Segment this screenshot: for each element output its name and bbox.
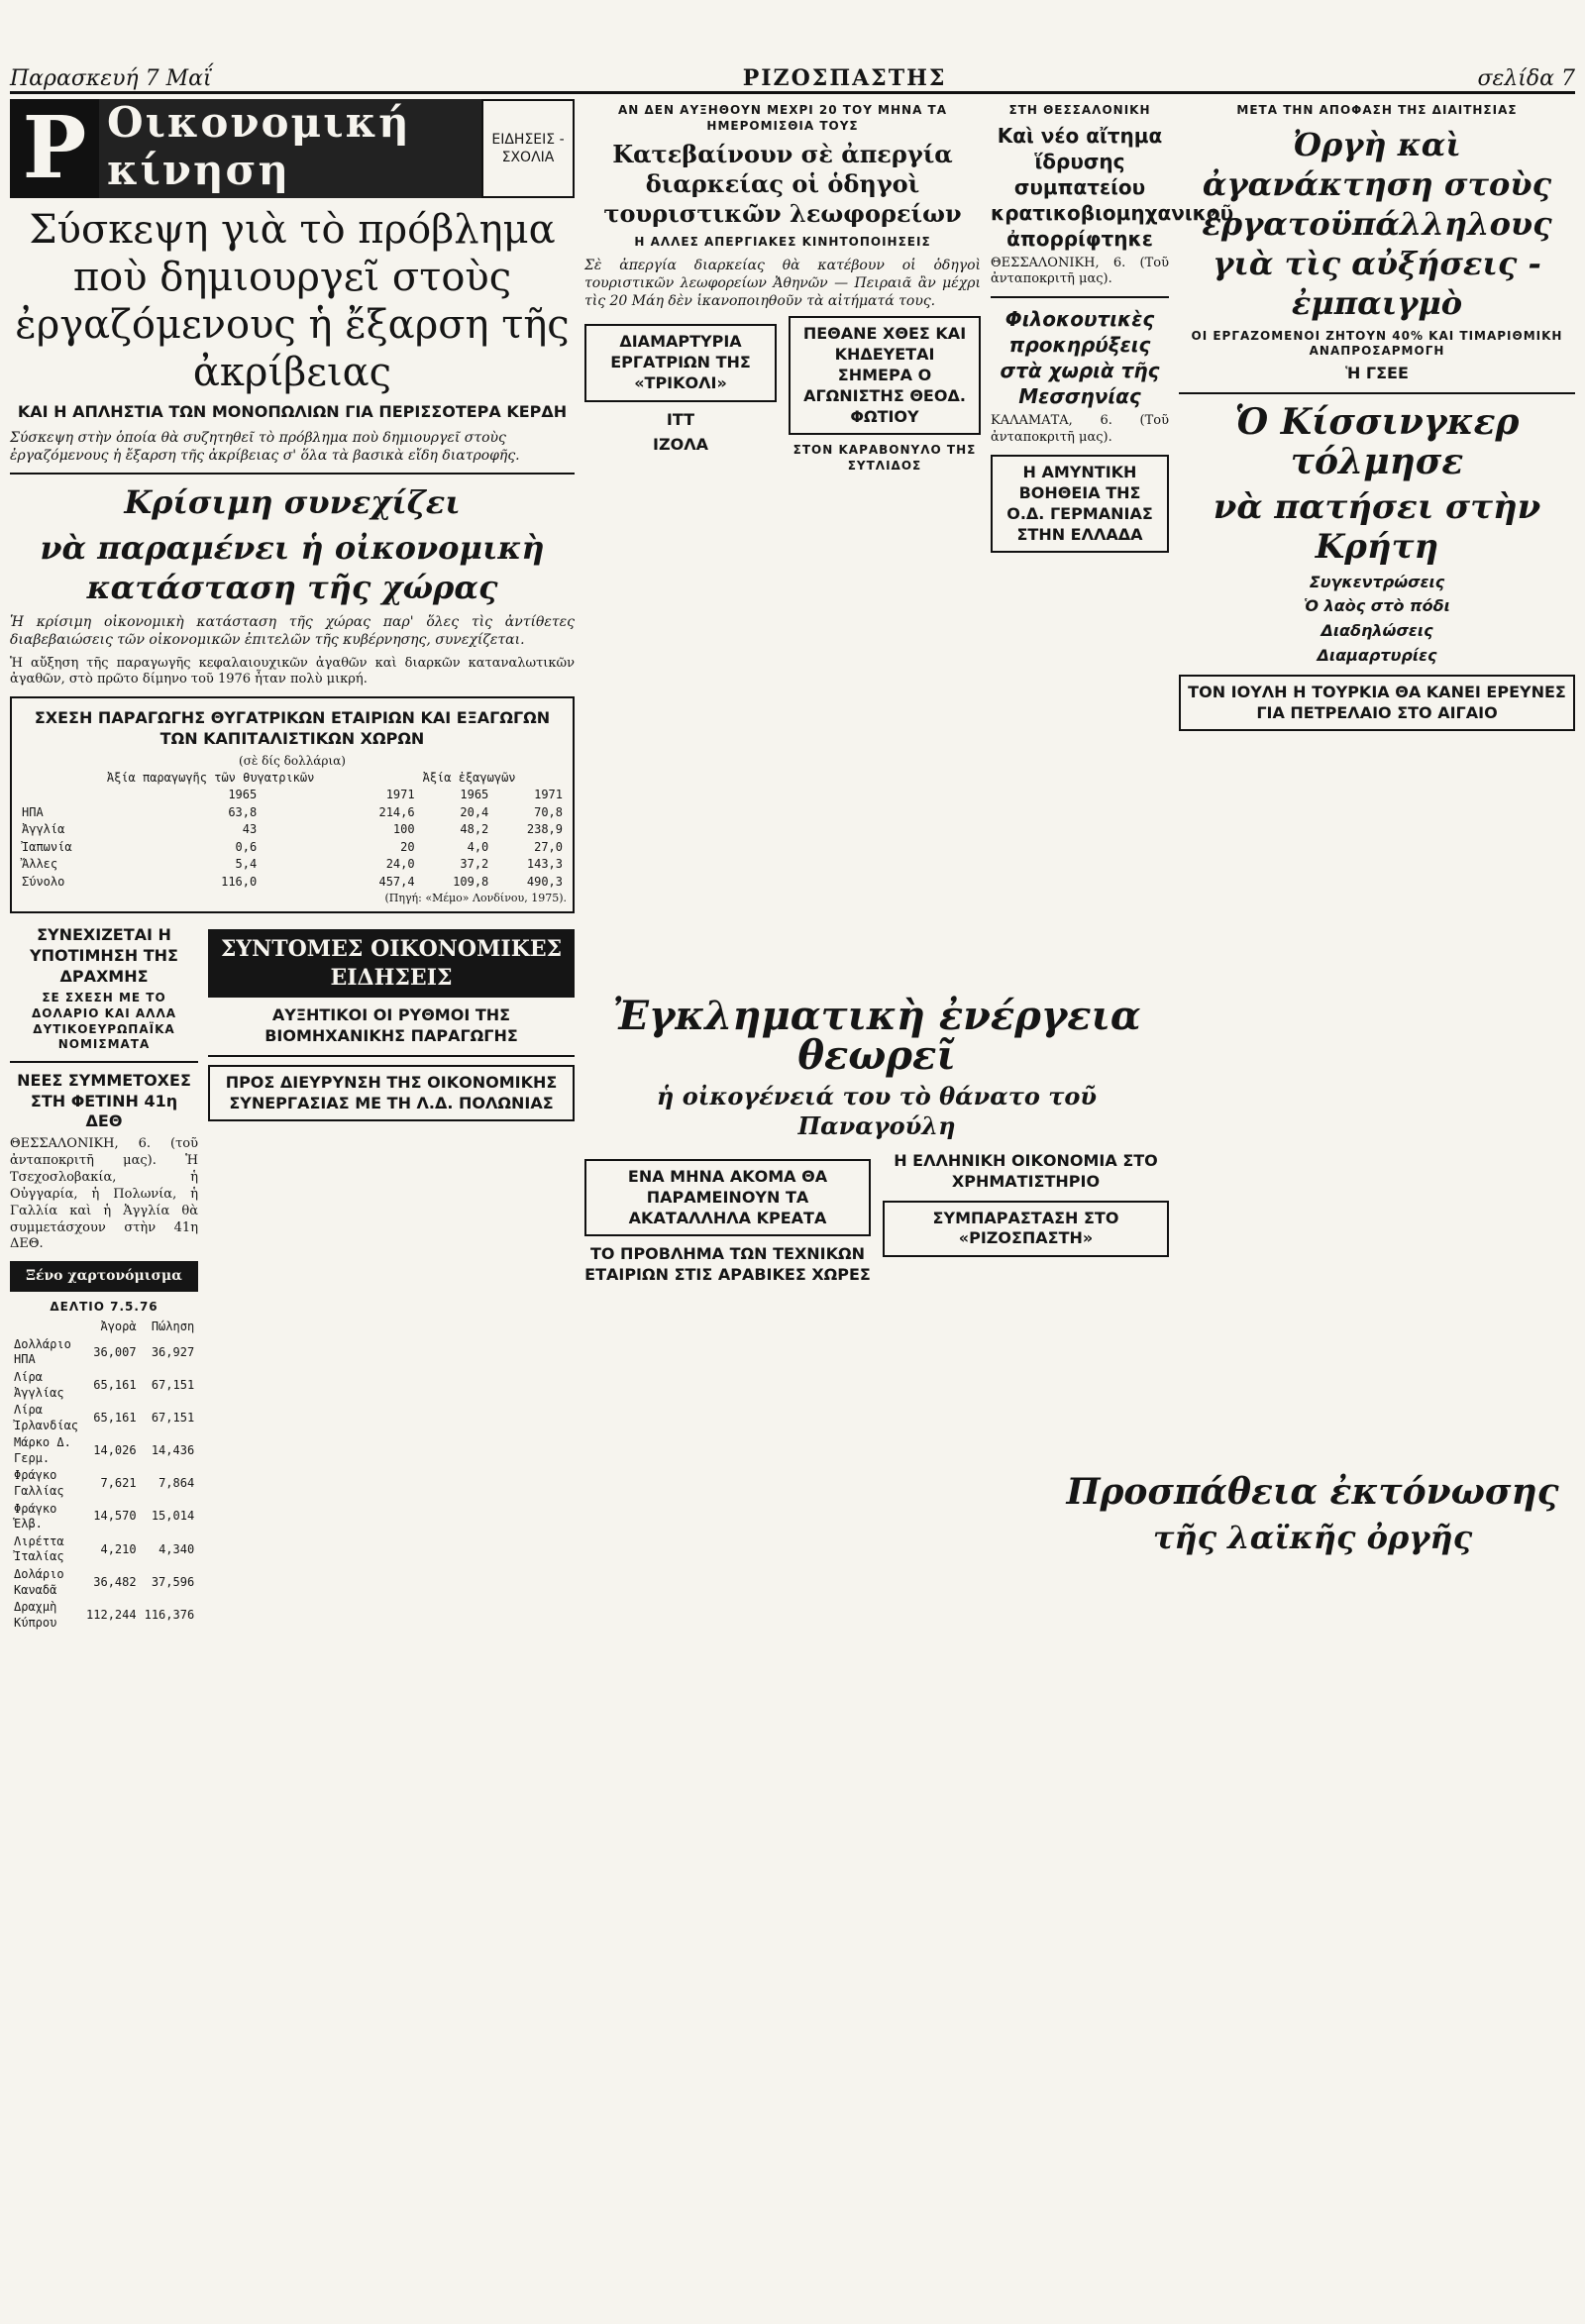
masthead-date: Παρασκευή 7 Μαΐ xyxy=(10,66,212,91)
cell: 24,0 xyxy=(385,857,415,872)
story2-lead: Ἡ κρίσιμη οἰκονομικὴ κατάσταση τῆς χώρας παρ' ὅλες τὶς ἀντίθετες διαβεβαιώσεις τῶν οἰκονομικῶν ἐπιτελῶν τῆς κυβέρνησης, συνεχίζεται. xyxy=(10,614,575,649)
year-cell: 1965 xyxy=(228,788,258,802)
masthead xyxy=(10,61,1575,94)
more-month-headline: ΕΝΑ ΜΗΝΑ ΑΚΟΜΑ ΘΑ ΠΑΡΑΜΕΙΝΟΥΝ ΤΑ ΑΚΑΤΑΛΛΗΛΑ ΚΡΕΑΤΑ xyxy=(584,1159,871,1236)
protests-heading: Διαμαρτυρίες xyxy=(1317,645,1437,665)
crime-headline-2: ἡ οἰκογένειά του τὸ θάνατο τοῦ Παναγούλη xyxy=(656,1082,1098,1140)
rubric-title: Οικονομική κίνηση xyxy=(99,99,481,198)
cell: 143,3 xyxy=(526,857,563,872)
subsidiaries-unit: (σὲ δίς δολλάρια) xyxy=(239,753,346,768)
cell: 63,8 xyxy=(228,804,258,819)
row-label: Ἰαπωνία xyxy=(22,839,72,854)
cell: 20 xyxy=(400,839,415,854)
rates-headline: ΑΥΞΗΤΙΚΟΙ ΟΙ ΡΥΘΜΟΙ ΤΗΣ ΒΙΟΜΗΧΑΝΙΚΗΣ ΠΑΡΑΓΩΓΗΣ xyxy=(264,1005,518,1045)
protest-headline: ΔΙΑΜΑΡΤΥΡΙΑ ΕΡΓΑΤΡΙΩΝ ΤΗΣ «ΤΡΙΚΟΛΙ» xyxy=(584,324,777,401)
table-row: Δολάριο Καναδᾶ 36,482 37,596 xyxy=(14,1567,195,1597)
cell: 238,9 xyxy=(526,822,563,837)
divider xyxy=(991,296,1169,298)
divider xyxy=(10,1061,198,1063)
column-strikes xyxy=(584,99,981,981)
table-row xyxy=(18,821,567,839)
crime-headline-1: Ἐγκληματικὴ ἐνέργεια θεωρεῖ xyxy=(612,993,1141,1079)
strike-lead: Σὲ ἀπεργία διαρκείας θὰ κατέβουν οἱ ὁδηγοὶ τουριστικῶν λεωφορείων Ἀθηνῶν — Πειραιᾶ ἂν μέχρι τὶς 20 Μάη δὲν ἱκανοποιηθοῦν τὰ αἰτήματά τους. xyxy=(584,257,981,310)
cell: 490,3 xyxy=(526,875,563,890)
strike-headline: Κατεβαίνουν σὲ ἀπεργία διαρκείας οἱ ὁδηγοὶ τουριστικῶν λεωφορείων xyxy=(603,140,962,229)
solidarity-headline: ΣΥΜΠΑΡΑΣΤΑΣΗ ΣΤΟ «ΡΙΖΟΣΠΑΣΤΗ» xyxy=(883,1201,1169,1258)
subsidiaries-box xyxy=(10,696,575,913)
table-row: Φράγκο Γαλλίας 7,621 7,864 xyxy=(14,1468,195,1499)
cell: 0,6 xyxy=(235,839,258,854)
row-label: Ἄλλες xyxy=(22,857,58,872)
cell: 27,0 xyxy=(534,839,563,854)
table-row: Φράγκο Ἑλβ. 14,570 15,014 xyxy=(14,1501,195,1532)
divider xyxy=(208,1055,575,1057)
masthead-title: ΡΙΖΟΣΠΑΣΤΗΣ xyxy=(742,65,947,91)
table-row: Δραχμὴ Κύπρου 112,244 116,376 xyxy=(14,1600,195,1630)
subsidiaries-title: ΣΧΕΣΗ ΠΑΡΑΓΩΓΗΣ ΘΥΓΑΤΡΙΚΩΝ ΕΤΑΙΡΙΩΝ ΚΑΙ ΕΞΑΓΩΓΩΝ ΤΩΝ ΚΑΠΙΤΑΛΙΣΤΙΚΩΝ ΧΩΡΩΝ xyxy=(34,708,551,749)
cell: 43 xyxy=(242,822,258,837)
cell: 5,4 xyxy=(235,857,258,872)
messinia-headline: Φιλοκουτικὲς προκηρύξεις στὰ χωριὰ τῆς Μεσσηνίας xyxy=(1000,307,1160,409)
workers-subkicker: ΟΙ ΕΡΓΑΖΟΜΕΝΟΙ ΖΗΤΟΥΝ 40% ΚΑΙ ΤΙΜΑΡΙΘΜΙΚΗ ΑΝΑΠΡΟΣΑΡΜΟΓΗ xyxy=(1191,328,1563,359)
technical-headline: ΤΟ ΠΡΟΒΛΗΜΑ ΤΩΝ ΤΕΧΝΙΚΩΝ ΕΤΑΙΡΙΩΝ ΣΤΙΣ ΑΡΑΒΙΚΕΣ ΧΩΡΕΣ xyxy=(584,1244,871,1285)
brief2-headline: ΝΕΕΣ ΣΥΜΜΕΤΟΧΕΣ ΣΤΗ ΦΕΤΙΝΗ 41η ΔΕΘ xyxy=(17,1070,191,1131)
kissinger-headline-1: Ὁ Κίσσινγκερ τόλμησε xyxy=(1234,400,1520,482)
funeral-kicker: ΣΤΟΝ ΚΑΡΑΒΟΝΥΛΟ ΤΗΣ ΣΥΤΛΙΔΟΣ xyxy=(792,443,977,473)
outlet-story xyxy=(1060,1466,1565,1563)
cell: 70,8 xyxy=(534,804,563,819)
column-workers xyxy=(1179,99,1575,1456)
column-economy xyxy=(10,99,575,2308)
exchange-table xyxy=(10,1319,198,1632)
table-row xyxy=(18,804,567,822)
table-row xyxy=(18,856,567,874)
story2-headline-1: Κρίσιμη συνεχίζει xyxy=(124,483,461,522)
brief2-body: ΘΕΣΣΑΛΟΝΙΚΗ, 6. (τοῦ ἀνταποκριτῆ μας). Ἡ Τσεχοσλοβακία, ἡ Οὐγγαρία, ἡ Πολωνία, ἡ Γαλλία καὶ ἡ Ἀγγλία θὰ συμμετάσχουν στὴν 41η ΔΕΘ. xyxy=(10,1136,198,1252)
table-row: Λίρα Ἀγγλίας 65,161 67,151 xyxy=(14,1369,195,1400)
workers-kicker: ΜΕΤΑ ΤΗΝ ΑΠΟΦΑΣΗ ΤΗΣ ΔΙΑΙΤΗΣΙΑΣ xyxy=(1236,103,1518,117)
thess-dateline: ΘΕΣΣΑΛΟΝΙΚΗ, 6. (Τοῦ ἀνταποκριτῆ μας). xyxy=(991,255,1169,287)
col-sell: Πώληση xyxy=(151,1320,195,1334)
kissinger-headline-2: νὰ πατήσει στὴν Κρήτη xyxy=(1213,486,1541,567)
rubric-logo-letter: Ρ xyxy=(10,99,99,198)
demonstrations-heading: Διαδηλώσεις xyxy=(1321,621,1433,641)
subsidiaries-head-production: Ἀξία παραγωγῆς τῶν θυγατρικῶν xyxy=(106,770,315,785)
table-row: Λιρέττα Ἰταλίας 4,210 4,340 xyxy=(14,1533,195,1564)
row-label: Σύνολο xyxy=(22,875,65,890)
funeral-headline: ΠΕΘΑΝΕ ΧΘΕΣ ΚΑΙ ΚΗΔΕΥΕΤΑΙ ΣΗΜΕΡΑ Ο ΑΓΩΝΙΣΤΗΣ ΘΕΟΔ. ΦΩΤΙΟΥ xyxy=(789,316,981,435)
masthead-page-number: σελίδα 7 xyxy=(1477,66,1575,91)
people-heading: Ὁ λαὸς στὸ πόδι xyxy=(1304,596,1450,616)
subsidiaries-table xyxy=(18,770,567,892)
gsee-heading: Ἡ ΓΣΕΕ xyxy=(1345,363,1409,382)
outlet-headline-2: τῆς λαϊκῆς ὀργῆς xyxy=(1152,1519,1473,1556)
table-row: Μάρκο Δ. Γερμ. 14,026 14,436 xyxy=(14,1435,195,1465)
thess-headline: Καὶ νέο αἴτημα ἵδρυσης συμπατείου κρατικοβιομηχανικοῦ ἀπορρίφτηκε xyxy=(991,123,1234,251)
strike-kicker: ΑΝ ΔΕΝ ΑΥΞΗΘΟΥΝ ΜΕΧΡΙ 20 ΤΟΥ ΜΗΝΑ ΤΑ ΗΜΕΡΟΜΙΣΘΙΑ ΤΟΥΣ xyxy=(617,103,948,133)
cell: 116,0 xyxy=(221,875,258,890)
cell: 109,8 xyxy=(453,875,489,890)
izola-headline: ΙΖΟΛΑ xyxy=(653,434,708,454)
exchange-date: ΔΕΛΤΙΟ 7.5.76 xyxy=(50,1299,158,1314)
cell: 37,2 xyxy=(460,857,489,872)
cell: 48,2 xyxy=(460,822,489,837)
divider xyxy=(10,473,575,475)
workers-headline: Ὀργὴ καὶ ἀγανάκτηση στοὺς ἐργατοϋπάλληλους γιὰ τὶς αὐξήσεις - ἐμπαιγμὸ xyxy=(1202,125,1552,322)
story2-body: Ἡ αὔξηση τῆς παραγωγῆς κεφαλαιουχικῶν ἀγαθῶν καὶ διαρκῶν καταναλωτικῶν ἀγαθῶν, στὸ πρῶτο δίμηνο τοῦ 1976 ἦταν πολὺ μικρή. xyxy=(10,655,575,687)
cell: 457,4 xyxy=(378,875,415,890)
market-headline: Η ΕΛΛΗΝΙΚΗ ΟΙΚΟΝΟΜΙΑ ΣΤΟ ΧΡΗΜΑΤΙΣΤΗΡΙΟ xyxy=(894,1151,1158,1191)
table-row xyxy=(18,874,567,892)
turkey-headline: ΤΟΝ ΙΟΥΛΗ Η ΤΟΥΡΚΙΑ ΘΑ ΚΑΝΕΙ ΕΡΕΥΝΕΣ ΓΙΑ ΠΕΤΡΕΛΑΙΟ ΣΤΟ ΑΙΓΑΙΟ xyxy=(1179,675,1575,732)
lead-headline: Σύσκεψη γιὰ τὸ πρόβλημα ποὺ δημιουργεῖ στοὺς ἐργαζόμενους ἡ ἔξαρση τῆς ἀκρίβειας xyxy=(15,207,570,395)
year-cell: 1971 xyxy=(534,788,563,802)
subsidiaries-source: (Πηγή: «Μέμο» Λονδίνου, 1975). xyxy=(384,891,567,904)
cell: 100 xyxy=(392,822,415,837)
cell: 214,6 xyxy=(378,804,415,819)
itt-headline: ITT xyxy=(666,409,695,429)
story2-headline-2: νὰ παραμένει ἡ οἰκονομικὴ κατάσταση τῆς χώρας xyxy=(40,529,545,607)
exchange-title: Ξένο χαρτονόμισμα xyxy=(10,1261,198,1291)
year-cell: 1971 xyxy=(385,788,415,802)
col-buy: Ἀγορὰ xyxy=(100,1320,137,1334)
year-cell: 1965 xyxy=(460,788,489,802)
lead-subhead: ΚΑΙ Η ΑΠΛΗΣΤΙΑ ΤΩΝ ΜΟΝΟΠΩΛΙΩΝ ΓΙΑ ΠΕΡΙΣΣΟΤΕΡΑ ΚΕΡΔΗ xyxy=(17,402,568,421)
brief1-kicker: ΣΕ ΣΧΕΣΗ ΜΕ ΤΟ ΔΟΛΑΡΙΟ ΚΑΙ ΑΛΛΑ ΔΥΤΙΚΟΕΥΡΩΠΑΪΚΑ ΝΟΜΙΣΜΑΤΑ xyxy=(31,991,177,1052)
short-news-banner: ΣΥΝΤΟΜΕΣ ΟΙΚΟΝΟΜΙΚΕΣ ΕΙΔΗΣΕΙΣ xyxy=(208,929,575,998)
cell: 20,4 xyxy=(460,804,489,819)
table-row xyxy=(18,839,567,857)
economy-rubric xyxy=(10,99,575,198)
messinia-dateline: ΚΑΛΑΜΑΤΑ, 6. (Τοῦ ἀνταποκριτῆ μας). xyxy=(991,413,1169,446)
table-row: Δολλάριο ΗΠΑ 36,007 36,927 xyxy=(14,1336,195,1367)
cell: 4,0 xyxy=(467,839,489,854)
divider xyxy=(1179,392,1575,394)
outlet-headline-1: Προσπάθεια ἐκτόνωσης xyxy=(1066,1471,1559,1513)
column-thessaloniki xyxy=(991,99,1234,991)
subsidiaries-head-exports: Ἀξία ἐξαγωγῶν xyxy=(422,770,516,785)
brief1-headline: ΣΥΝΕΧΙΖΕΤΑΙ Η ΥΠΟΤΙΜΗΣΗ ΤΗΣ ΔΡΑΧΜΗΣ xyxy=(30,924,178,986)
thess-kicker: ΣΤΗ ΘΕΣΣΑΛΟΝΙΚΗ xyxy=(1008,103,1151,117)
lead-intro: Σύσκεψη στὴν ὁποία θὰ συζητηθεῖ τὸ πρόβλημα ποὺ δημιουργεῖ στοὺς ἐργαζόμενους ἡ ἔξαρση τῆς ἀκρίβειας σ' ὅλα τὰ βασικὰ εἴδη διατροφῆς. xyxy=(10,429,520,464)
table-row: Λίρα Ἰρλανδίας 65,161 67,151 xyxy=(14,1403,195,1432)
rubric-tag: ΕΙΔΗΣΕΙΣ - ΣΧΟΛΙΑ xyxy=(481,99,575,198)
poland-notice: ΠΡΟΣ ΔΙΕΥΡΥΝΣΗ ΤΗΣ ΟΙΚΟΝΟΜΙΚΗΣ ΣΥΝΕΡΓΑΣΙΑΣ ΜΕ ΤΗ Λ.Δ. ΠΟΛΩΝΙΑΣ xyxy=(208,1065,575,1122)
aid-headline: Η ΑΜΥΝΤΙΚΗ ΒΟΗΘΕΙΑ ΤΗΣ Ο.Δ. ΓΕΡΜΑΝΙΑΣ ΣΤΗΝ ΕΛΛΑΔΑ xyxy=(991,455,1169,553)
strike-subkicker: Η ΑΛΛΕΣ ΑΠΕΡΓΙΑΚΕΣ ΚΙΝΗΤΟΠΟΙΗΣΕΙΣ xyxy=(634,235,931,250)
row-label: ΗΠΑ xyxy=(22,804,44,819)
row-label: Ἀγγλία xyxy=(22,822,65,837)
gatherings-heading: Συγκεντρώσεις xyxy=(1309,572,1445,591)
crime-story xyxy=(584,991,1169,1286)
